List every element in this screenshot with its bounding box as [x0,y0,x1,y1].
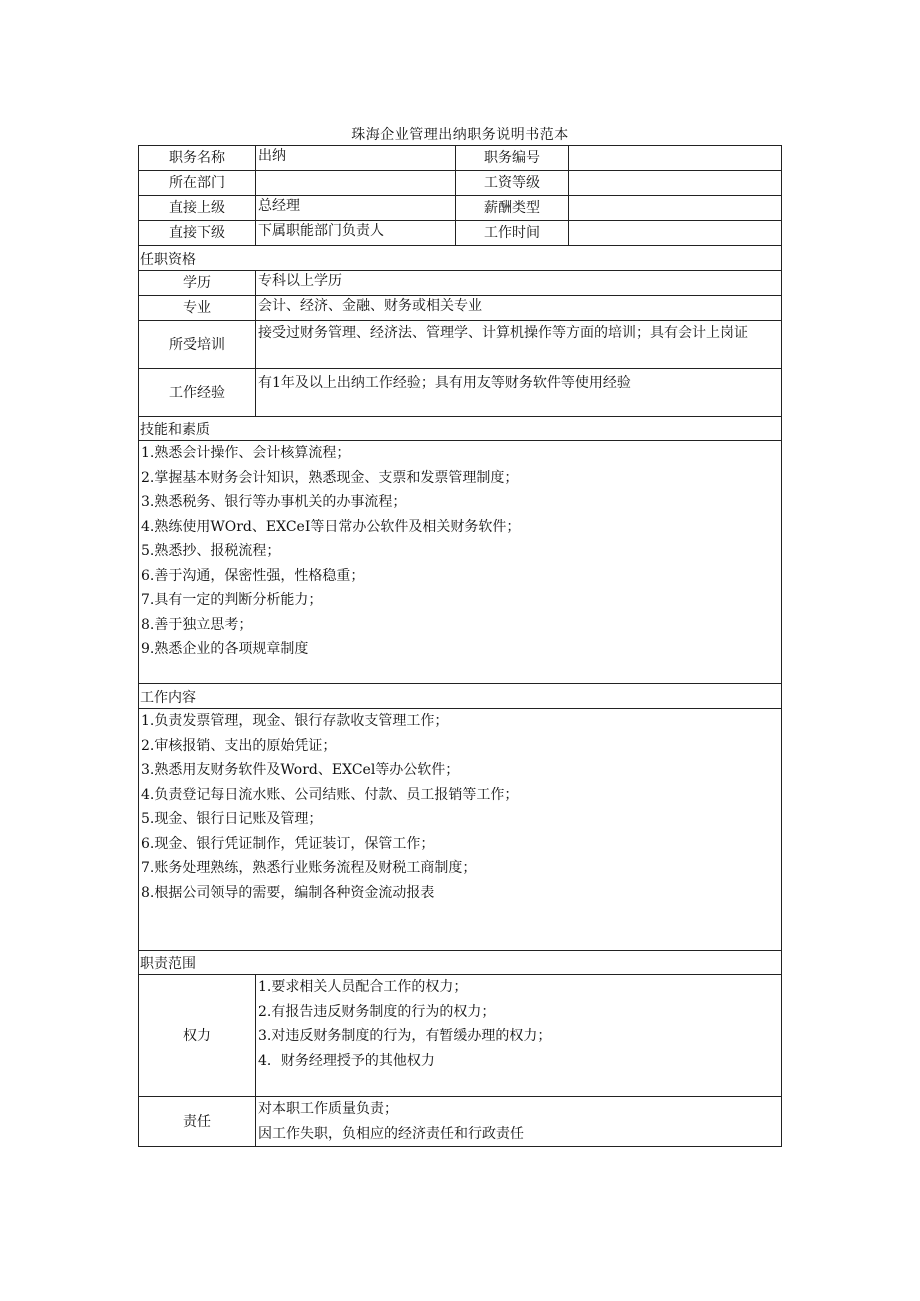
list-item: 2.掌握基本财务会计知识，熟悉现金、支票和发票管理制度； [141,469,519,486]
list-item: 1.要求相关人员配合工作的权力； [258,979,468,995]
section-heading-qualifications: 任职资格 [139,246,782,271]
value-cell [256,171,456,196]
section-heading-work: 工作内容 [139,684,782,709]
list-item: 因工作失职，负相应的经济责任和行政责任 [258,1125,524,1142]
value-cell: 有1年及以上出纳工作经验；具有用友等财务软件等使用经验 [256,369,782,417]
header-row [139,196,782,221]
label-cell: 学历 [139,271,256,296]
list-item: 6.善于沟通，保密性强，性格稳重； [141,567,365,584]
value-cell [569,196,782,221]
label-cell: 职务编号 [456,146,569,171]
document-title: 珠海企业管理出纳职务说明书范本 [351,127,569,143]
value-cell: 出纳 [256,146,456,171]
list-item: 1.熟悉会计操作、会计核算流程； [141,445,351,461]
label-cell: 所在部门 [139,171,256,196]
list-item: 7.具有一定的判断分析能力； [141,592,323,608]
list-item: 2.审核报销、支出的原始凭证； [141,737,337,754]
work-list [139,709,782,951]
value-cell: 接受过财务管理、经济法、管理学、计算机操作等方面的培训；具有会计上岗证 [256,321,782,369]
header-row [139,146,782,171]
list-item: 1.负责发票管理，现金、银行存款收支管理工作； [141,713,449,729]
label-cell: 工作时间 [456,221,569,246]
list-item: 8.善于独立思考； [141,616,253,633]
list-item: 3.对违反财务制度的行为，有暂缓办理的权力； [258,1028,552,1044]
list-item: 2.有报告违反财务制度的行为的权力； [258,1003,496,1020]
value-cell [569,171,782,196]
label-cell: 工作经验 [139,369,256,417]
section-heading-scope: 职责范围 [139,951,782,975]
label-cell: 所受培训 [139,321,256,369]
duty-list [256,1097,782,1147]
value-cell [569,146,782,171]
label-cell: 直接下级 [139,221,256,246]
list-item: 8.根据公司领导的需要，编制各种资金流动报表 [141,884,435,901]
label-cell: 职务名称 [139,146,256,171]
header-row [139,221,782,246]
list-item: 9.熟悉企业的各项规章制度 [141,641,309,657]
duty-label: 责任 [139,1097,256,1147]
value-cell: 专科以上学历 [256,271,782,296]
list-item: 3.熟悉税务、银行等办事机关的办事流程； [141,494,407,510]
list-item: 4.负责登记每日流水账、公司结账、付款、员工报销等工作； [141,786,519,803]
list-item: 5.熟悉抄、报税流程； [141,543,281,559]
list-item: 7.账务处理熟练，熟悉行业账务流程及财税工商制度； [141,860,477,876]
label-cell: 专业 [139,296,256,321]
power-list [256,975,782,1097]
value-cell: 会计、经济、金融、财务或相关专业 [256,296,782,321]
list-item: 3.熟悉用友财务软件及Word、EXCel等办公软件； [141,762,460,778]
list-item: 5.现金、银行日记账及管理； [141,811,323,827]
list-item: 4．财务经理授予的其他权力 [258,1052,435,1069]
header-row [139,171,782,196]
list-item: 4.熟练使用WOrd、EXCeI等日常办公软件及相关财务软件； [141,518,521,535]
label-cell: 工资等级 [456,171,569,196]
power-label: 权力 [139,975,256,1097]
job-description-table [138,145,782,1147]
skills-list [139,441,782,684]
label-cell: 直接上级 [139,196,256,221]
list-item: 6.现金、银行凭证制作，凭证装订，保管工作； [141,835,435,852]
section-heading-skills: 技能和素质 [139,417,782,441]
list-item: 对本职工作质量负责； [258,1101,398,1117]
value-cell: 下属职能部门负责人 [256,221,456,246]
value-cell: 总经理 [256,196,456,221]
value-cell [569,221,782,246]
label-cell: 薪酬类型 [456,196,569,221]
